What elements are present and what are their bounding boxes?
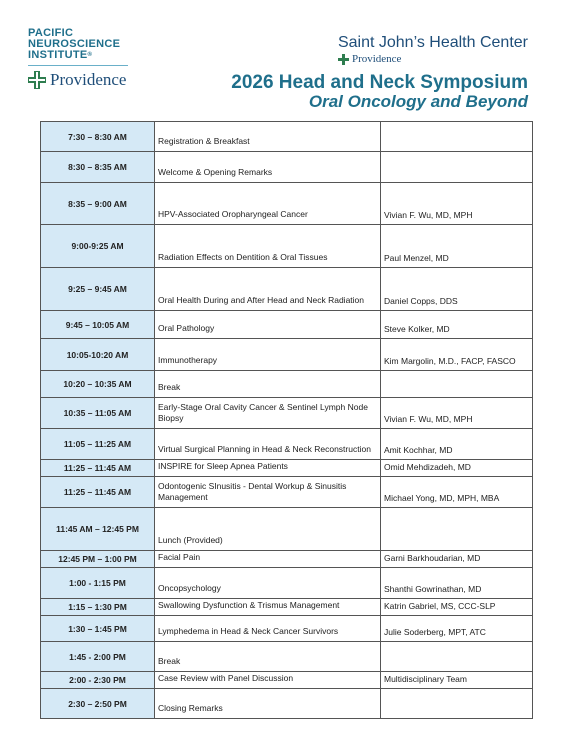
registered-mark: ®	[87, 52, 93, 58]
center-name: Saint John’s Health Center	[337, 34, 528, 51]
pni-logo	[28, 28, 128, 66]
providence-wordmark-left: Providence	[50, 70, 127, 89]
session-cell: Oncopsychology	[155, 568, 381, 599]
speaker-cell: Julie Soderberg, MPT, ATC	[381, 616, 533, 642]
table-row	[41, 225, 533, 268]
table-row	[41, 122, 533, 152]
org-line-2: NEUROSCIENCE	[28, 38, 121, 50]
session-cell: Case Review with Panel Discussion	[155, 672, 381, 689]
speaker-cell	[381, 689, 533, 719]
speaker-cell: Daniel Copps, DDS	[381, 268, 533, 311]
table-row	[41, 339, 533, 371]
symposium-heading	[231, 73, 528, 111]
table-row	[41, 642, 533, 672]
speaker-cell: Multidisciplinary Team	[381, 672, 533, 689]
time-cell: 9:25 – 9:45 AM	[41, 268, 155, 311]
time-cell: 11:45 AM – 12:45 PM	[41, 508, 155, 551]
time-cell: 9:00-9:25 AM	[41, 225, 155, 268]
time-cell: 10:35 – 11:05 AM	[41, 398, 155, 429]
session-cell: Virtual Surgical Planning in Head & Neck Reconstruction	[155, 429, 381, 460]
session-cell: Early-Stage Oral Cavity Cancer & Sentinel Lymph Node Biopsy	[155, 398, 381, 429]
session-cell: INSPIRE for Sleep Apnea Patients	[155, 460, 381, 477]
speaker-cell	[381, 642, 533, 672]
time-cell: 8:35 – 9:00 AM	[41, 183, 155, 225]
speaker-cell: Garni Barkhoudarian, MD	[381, 551, 533, 568]
session-cell: Oral Health During and After Head and Neck Radiation	[155, 268, 381, 311]
session-cell: Oral Pathology	[155, 311, 381, 339]
providence-cross-icon-small	[338, 54, 349, 65]
speaker-cell: Michael Yong, MD, MPH, MBA	[381, 477, 533, 508]
time-cell: 1:00 - 1:15 PM	[41, 568, 155, 599]
time-cell: 8:30 – 8:35 AM	[41, 152, 155, 183]
session-cell: Radiation Effects on Dentition & Oral Tissues	[155, 225, 381, 268]
session-cell: Lymphedema in Head & Neck Cancer Survivors	[155, 616, 381, 642]
time-cell: 11:25 – 11:45 AM	[41, 477, 155, 508]
time-cell: 11:25 – 11:45 AM	[41, 460, 155, 477]
session-cell: Break	[155, 642, 381, 672]
speaker-cell	[381, 371, 533, 398]
org-line-3: INSTITUTE	[28, 49, 88, 61]
speaker-cell	[381, 508, 533, 551]
session-cell: Registration & Breakfast	[155, 122, 381, 152]
speaker-cell: Paul Menzel, MD	[381, 225, 533, 268]
table-row	[41, 551, 533, 568]
table-row	[41, 398, 533, 429]
speaker-cell: Vivian F. Wu, MD, MPH	[381, 398, 533, 429]
table-row	[41, 568, 533, 599]
session-cell: Welcome & Opening Remarks	[155, 152, 381, 183]
speaker-cell: Kim Margolin, M.D., FACP, FASCO	[381, 339, 533, 371]
providence-cross-icon	[28, 71, 46, 89]
table-row	[41, 477, 533, 508]
speaker-cell: Shanthi Gowrinathan, MD	[381, 568, 533, 599]
table-row	[41, 599, 533, 616]
table-row	[41, 616, 533, 642]
session-cell: Facial Pain	[155, 551, 381, 568]
symposium-title: 2026 Head and Neck Symposium	[231, 72, 528, 93]
time-cell: 10:20 – 10:35 AM	[41, 371, 155, 398]
time-cell: 1:30 – 1:45 PM	[41, 616, 155, 642]
providence-logo-left	[28, 70, 126, 90]
saint-johns-logo	[338, 34, 528, 65]
time-cell: 12:45 PM – 1:00 PM	[41, 551, 155, 568]
table-row	[41, 268, 533, 311]
time-cell: 9:45 – 10:05 AM	[41, 311, 155, 339]
session-cell: Odontogenic SInusitis - Dental Workup & Sinusitis Management	[155, 477, 381, 508]
speaker-cell	[381, 152, 533, 183]
session-cell: HPV-Associated Oropharyngeal Cancer	[155, 183, 381, 225]
time-cell: 2:00 - 2:30 PM	[41, 672, 155, 689]
table-row	[41, 508, 533, 551]
table-row	[41, 460, 533, 477]
speaker-cell: Katrin Gabriel, MS, CCC-SLP	[381, 599, 533, 616]
speaker-cell: Steve Kolker, MD	[381, 311, 533, 339]
table-row	[41, 689, 533, 719]
time-cell: 1:45 - 2:00 PM	[41, 642, 155, 672]
time-cell: 7:30 – 8:30 AM	[41, 122, 155, 152]
table-row	[41, 152, 533, 183]
speaker-cell: Vivian F. Wu, MD, MPH	[381, 183, 533, 225]
time-cell: 1:15 – 1:30 PM	[41, 599, 155, 616]
symposium-subtitle: Oral Oncology and Beyond	[308, 92, 528, 111]
speaker-cell	[381, 122, 533, 152]
time-cell: 10:05-10:20 AM	[41, 339, 155, 371]
time-cell: 2:30 – 2:50 PM	[41, 689, 155, 719]
org-line-1: PACIFIC	[28, 27, 74, 39]
session-cell: Closing Remarks	[155, 689, 381, 719]
speaker-cell: Amit Kochhar, MD	[381, 429, 533, 460]
schedule-table	[40, 121, 533, 719]
session-cell: Break	[155, 371, 381, 398]
session-cell: Immunotherapy	[155, 339, 381, 371]
table-row	[41, 672, 533, 689]
logo-divider	[28, 65, 128, 66]
table-row	[41, 429, 533, 460]
speaker-cell: Omid Mehdizadeh, MD	[381, 460, 533, 477]
table-row	[41, 371, 533, 398]
time-cell: 11:05 – 11:25 AM	[41, 429, 155, 460]
providence-wordmark-right: Providence	[351, 53, 402, 65]
session-cell: Lunch (Provided)	[155, 508, 381, 551]
table-row	[41, 311, 533, 339]
session-cell: Swallowing Dysfunction & Trismus Management	[155, 599, 381, 616]
table-row	[41, 183, 533, 225]
